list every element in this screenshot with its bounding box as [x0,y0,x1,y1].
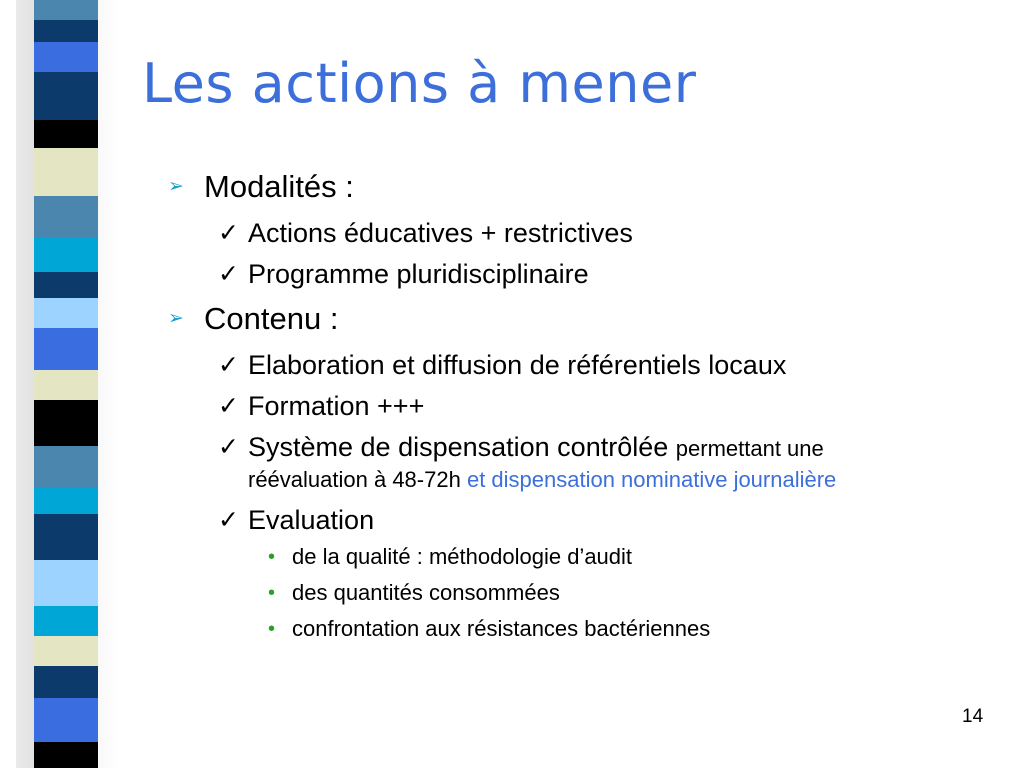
stripe-band [34,0,98,20]
arrowhead-bullet-icon: ➢ [168,176,184,197]
bullet-level3-text: confrontation aux résistances bactériennes [292,616,711,641]
stripe-band [34,272,98,298]
bullet-level2-text: Système de dispensation contrôlée [248,432,669,462]
stripe-band [34,148,98,196]
bullet-level3 [168,614,1018,644]
slide-title: Les actions à mener [142,52,697,115]
stripe-band [34,488,98,514]
bullet-level1-text: Contenu : [204,301,339,336]
checkmark-icon: ✓ [218,260,239,288]
stripe-band [34,20,98,42]
bullet-level2-text: Actions éducatives + restrictives [248,218,633,248]
bullet-level3-text: des quantités consommées [292,580,560,605]
bullet-level2-text: Elaboration et diffusion de référentiels locaux [248,350,787,380]
stripe-band [34,446,98,488]
decorative-stripe-column [34,0,98,768]
bullet-level3 [168,578,1018,608]
stripe-band [34,120,98,148]
stripe-band [34,742,98,768]
bullet-level2 [168,349,1018,381]
stripe-band [34,560,98,606]
stripe-band [34,238,98,272]
bullet-level1-modalites [168,166,1018,208]
bullet-level2-text: Programme pluridisciplinaire [248,259,589,289]
continuation-text: réévaluation à 48-72h [248,467,461,492]
stripe-band [34,370,98,400]
page-number: 14 [962,706,984,727]
slide-body [168,166,1018,644]
dot-bullet-icon: • [268,582,276,604]
stripe-band [34,606,98,636]
bullet-level1-contenu [168,298,1018,340]
dot-bullet-icon: • [268,546,276,568]
bullet-level2 [168,504,1018,536]
bullet-level2-suffix: permettant une [675,436,824,461]
checkmark-icon: ✓ [218,433,239,461]
dot-bullet-icon: • [268,618,276,640]
bullet-level2 [168,258,1018,290]
stripe-band [34,400,98,446]
stripe-band [34,636,98,666]
checkmark-icon: ✓ [218,392,239,420]
bullet-level2 [168,431,1018,495]
stripe-band [34,42,98,72]
bullet-level1-text: Modalités : [204,169,354,204]
bullet-level2 [168,390,1018,422]
bullet-level2-text: Formation +++ [248,391,425,421]
arrowhead-bullet-icon: ➢ [168,308,184,329]
bullet-level2-continuation [248,465,1018,495]
checkmark-icon: ✓ [218,506,239,534]
checkmark-icon: ✓ [218,219,239,247]
stripe-band [34,514,98,560]
bullet-level2-text: Evaluation [248,505,375,535]
stripe-band [34,72,98,120]
stripe-band [34,698,98,742]
checkmark-icon: ✓ [218,351,239,379]
bullet-level3 [168,542,1018,572]
stripe-band [34,328,98,370]
stripe-band [34,666,98,698]
bullet-level3-text: de la qualité : méthodologie d’audit [292,544,633,569]
stripe-band [34,298,98,328]
continuation-highlight: et dispensation nominative journalière [466,467,837,492]
stripe-band [34,196,98,238]
bullet-level2 [168,217,1018,249]
